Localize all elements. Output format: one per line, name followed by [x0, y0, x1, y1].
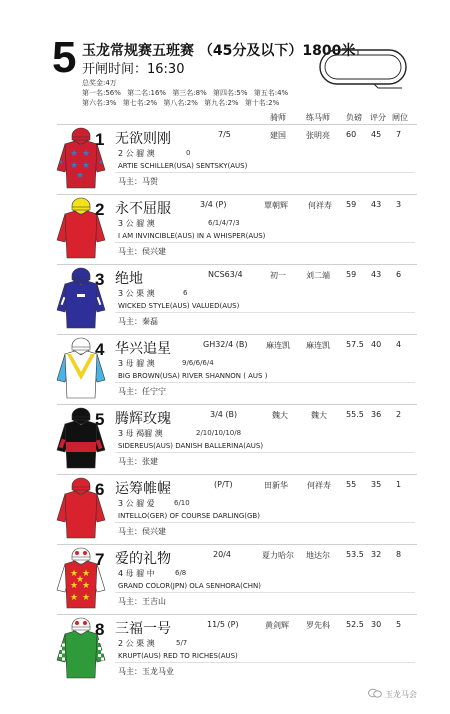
carried-weight: 60: [346, 130, 357, 139]
rating-score: 45: [371, 130, 382, 139]
svg-text:★: ★: [81, 569, 91, 579]
barrier-draw: 4: [396, 340, 402, 349]
prize-share: 第四名:5%: [213, 89, 248, 97]
row-divider: [57, 404, 417, 405]
rating-score: 40: [371, 340, 382, 349]
runner-row: [0, 404, 450, 474]
owner-divider: [115, 452, 415, 453]
watermark: [368, 688, 417, 700]
runner-row: [0, 194, 450, 264]
horse-number: 6: [95, 480, 105, 499]
race-number: 5: [52, 33, 77, 82]
horse-name: 无欲则刚: [115, 131, 171, 147]
handicap-rating: NCS63/4: [208, 270, 243, 279]
owner-name: 马主：侯兴建: [118, 247, 166, 256]
recent-form: 9/6/6/6/4: [182, 359, 214, 367]
row-divider: [57, 614, 417, 615]
row-divider: [57, 544, 417, 545]
svg-text:★: ★: [75, 575, 85, 585]
rating-score: 32: [371, 550, 382, 559]
jockey-name: 建国: [270, 131, 286, 140]
track-map-icon: [318, 46, 410, 90]
prize-share: 第三名:8%: [172, 89, 207, 97]
owner-name: 马主：张建: [118, 457, 158, 466]
trainer-name: 何祥寿: [308, 201, 332, 210]
runner-row: [0, 614, 450, 684]
prize-share: 第六名:3%: [82, 99, 117, 107]
trainer-name: 罗先科: [306, 621, 330, 630]
barrier-draw: 3: [396, 200, 402, 209]
prize-share: 第八名:2%: [163, 99, 198, 107]
owner-name: 马主：侯兴建: [118, 527, 166, 536]
carried-weight: 59: [346, 270, 357, 279]
horse-number: 4: [95, 340, 105, 359]
svg-text:★: ★: [69, 161, 79, 171]
horse-details: 3 母 骝 澳: [118, 359, 155, 368]
horse-details: 4 母 骝 中: [118, 569, 155, 578]
svg-text:★: ★: [69, 593, 79, 603]
pedigree: INTELLO(GER) OF COURSE DARLING(GB): [118, 512, 260, 520]
owner-name: 马主：玉龙马业: [118, 667, 174, 676]
jockey-name: 麻连凯: [266, 341, 290, 350]
jockey-name: 初一: [270, 271, 286, 280]
pedigree: BIG BROWN(USA) RIVER SHANNON ( AUS ): [118, 372, 268, 380]
svg-text:★: ★: [81, 581, 91, 591]
horse-details: 2 公 栗 澳: [118, 639, 155, 648]
row-divider: [57, 264, 417, 265]
jockey-name: 夏力哈尔: [262, 551, 294, 560]
horse-name: 腾辉玫瑰: [115, 411, 171, 427]
horse-details: 3 公 骝 爱: [118, 499, 155, 508]
recent-form: 6/1/4/7/3: [208, 219, 240, 227]
handicap-rating: (P/T): [214, 480, 233, 489]
carried-weight: 53.5: [346, 550, 364, 559]
barrier-draw: 7: [396, 130, 402, 139]
svg-text:★: ★: [75, 171, 85, 181]
trainer-name: 麻连凯: [306, 341, 330, 350]
runner-row: [0, 264, 450, 334]
rating-score: 30: [371, 620, 382, 629]
horse-number: 7: [95, 550, 105, 569]
prize-share: 第五名:4%: [253, 89, 289, 97]
rating-score: 43: [371, 200, 382, 209]
start-time: 开闸时间：16:30: [82, 62, 185, 77]
row-divider: [57, 474, 417, 475]
rating-score: 36: [371, 410, 382, 419]
score-header: 评分: [370, 113, 386, 122]
pedigree: WICKED STYLE(AUS) VALUED(AUS): [118, 302, 240, 310]
prize-share: 第十名:2%: [244, 99, 280, 107]
horse-details: 2 公 骝 澳: [118, 149, 155, 158]
svg-text:★: ★: [98, 159, 104, 166]
barrier-draw: 8: [396, 550, 402, 559]
owner-divider: [115, 172, 415, 173]
handicap-rating: 20/4: [213, 550, 231, 559]
owner-divider: [115, 382, 415, 383]
horse-name: 华兴追星: [115, 341, 171, 357]
trainer-name: 刘二端: [306, 271, 330, 280]
weight-header: 负磅: [346, 113, 362, 122]
svg-text:★: ★: [58, 159, 64, 166]
carried-weight: 52.5: [346, 620, 364, 629]
rating-score: 43: [371, 270, 382, 279]
carried-weight: 55: [346, 480, 357, 489]
recent-form: 2/10/10/10/8: [196, 429, 242, 437]
barrier-draw: 1: [396, 480, 402, 489]
horse-number: 5: [95, 410, 105, 429]
carried-weight: 55.5: [346, 410, 364, 419]
prize-distribution-row-2: [82, 98, 283, 108]
jockey-name: 魏大: [272, 411, 288, 420]
trainer-name: 魏大: [311, 411, 327, 420]
horse-details: 3 母 褐骝 澳: [118, 429, 163, 438]
svg-text:★: ★: [69, 581, 79, 591]
chat-bubble-icon: [368, 688, 382, 698]
svg-text:★: ★: [69, 149, 79, 159]
pedigree: ARTIE SCHILLER(USA) SENTSKY(AUS): [118, 162, 248, 170]
owner-name: 马主：任宁宁: [118, 387, 166, 396]
watermark-text: 玉龙马会: [385, 690, 417, 699]
recent-form: 6/10: [174, 499, 190, 507]
svg-text:★: ★: [69, 569, 79, 579]
recent-form: 6/8: [175, 569, 187, 577]
race-title: 玉龙常规赛五班赛 （45分及以下）1800米: [82, 43, 356, 59]
jockey-name: 田新华: [264, 481, 288, 490]
prize-share: 第七名:2%: [122, 99, 158, 107]
pedigree: KRUPT(AUS) RED TO RICHES(AUS): [118, 652, 238, 660]
trainer-header: 练马师: [306, 113, 330, 122]
runner-row: [0, 124, 450, 194]
carried-weight: 57.5: [346, 340, 364, 349]
runner-row: [0, 334, 450, 404]
horse-number: 2: [95, 200, 105, 219]
owner-divider: [115, 662, 415, 663]
svg-text:★: ★: [81, 161, 91, 171]
owner-name: 马主：秦磊: [118, 317, 158, 326]
barrier-draw: 2: [396, 410, 402, 419]
trainer-name: 何祥寿: [307, 481, 331, 490]
horse-number: 8: [95, 620, 105, 639]
barrier-draw: 6: [396, 270, 402, 279]
pedigree: I AM INVINCIBLE(AUS) IN A WHISPER(AUS): [118, 232, 266, 240]
prize-share: 第二名:16%: [127, 89, 167, 97]
recent-form: 6: [183, 289, 188, 297]
row-divider: [57, 194, 417, 195]
horse-name: 永不屈服: [115, 201, 171, 217]
horse-name: 运筹帷幄: [115, 481, 171, 497]
svg-text:★: ★: [81, 149, 91, 159]
handicap-rating: GH32/4 (B): [203, 340, 248, 349]
runner-row: [0, 474, 450, 544]
owner-divider: [115, 522, 415, 523]
trainer-name: 地达尔: [306, 551, 330, 560]
handicap-rating: 3/4 (B): [210, 410, 238, 419]
handicap-rating: 3/4 (P): [200, 200, 227, 209]
trainer-name: 张明亮: [306, 131, 330, 140]
horse-name: 三福一号: [115, 621, 171, 637]
barrier-draw: 5: [396, 620, 402, 629]
rating-score: 35: [371, 480, 382, 489]
owner-name: 马主：马贺: [118, 177, 158, 186]
owner-name: 马主：王吉山: [118, 597, 166, 606]
draw-header: 闸位: [392, 113, 408, 122]
row-divider: [57, 124, 417, 125]
svg-text:★: ★: [81, 593, 91, 603]
owner-divider: [115, 312, 415, 313]
prize-share: 第一名:56%: [82, 89, 121, 97]
pedigree: SIDEREUS(AUS) DANISH BALLERINA(AUS): [118, 442, 264, 450]
horse-number: 3: [95, 270, 105, 289]
horse-name: 爱的礼物: [115, 551, 171, 567]
jockey-name: 覃朝辉: [264, 201, 288, 210]
prize-share: 第九名:2%: [204, 99, 239, 107]
handicap-rating: 11/5 (P): [207, 620, 239, 629]
recent-form: 0: [186, 149, 191, 157]
handicap-rating: 7/5: [218, 130, 231, 139]
prize-distribution-row-1: [82, 88, 292, 98]
row-divider: [57, 334, 417, 335]
horse-name: 绝地: [115, 271, 143, 287]
recent-form: 5/7: [176, 639, 188, 647]
jockey-name: 黄剑辉: [265, 621, 289, 630]
jockey-header: 骑师: [270, 113, 286, 122]
owner-divider: [115, 592, 415, 593]
race-header: [0, 0, 450, 118]
owner-divider: [115, 242, 415, 243]
pedigree: GRAND COLOR(JPN) OLA SENHORA(CHN): [118, 582, 261, 590]
horse-details: 3 公 骝 澳: [118, 219, 155, 228]
horse-number: 1: [95, 130, 105, 149]
prize-total: 总奖金:4万: [82, 79, 117, 87]
horse-details: 3 公 栗 澳: [118, 289, 155, 298]
carried-weight: 59: [346, 200, 357, 209]
runner-row: [0, 544, 450, 614]
